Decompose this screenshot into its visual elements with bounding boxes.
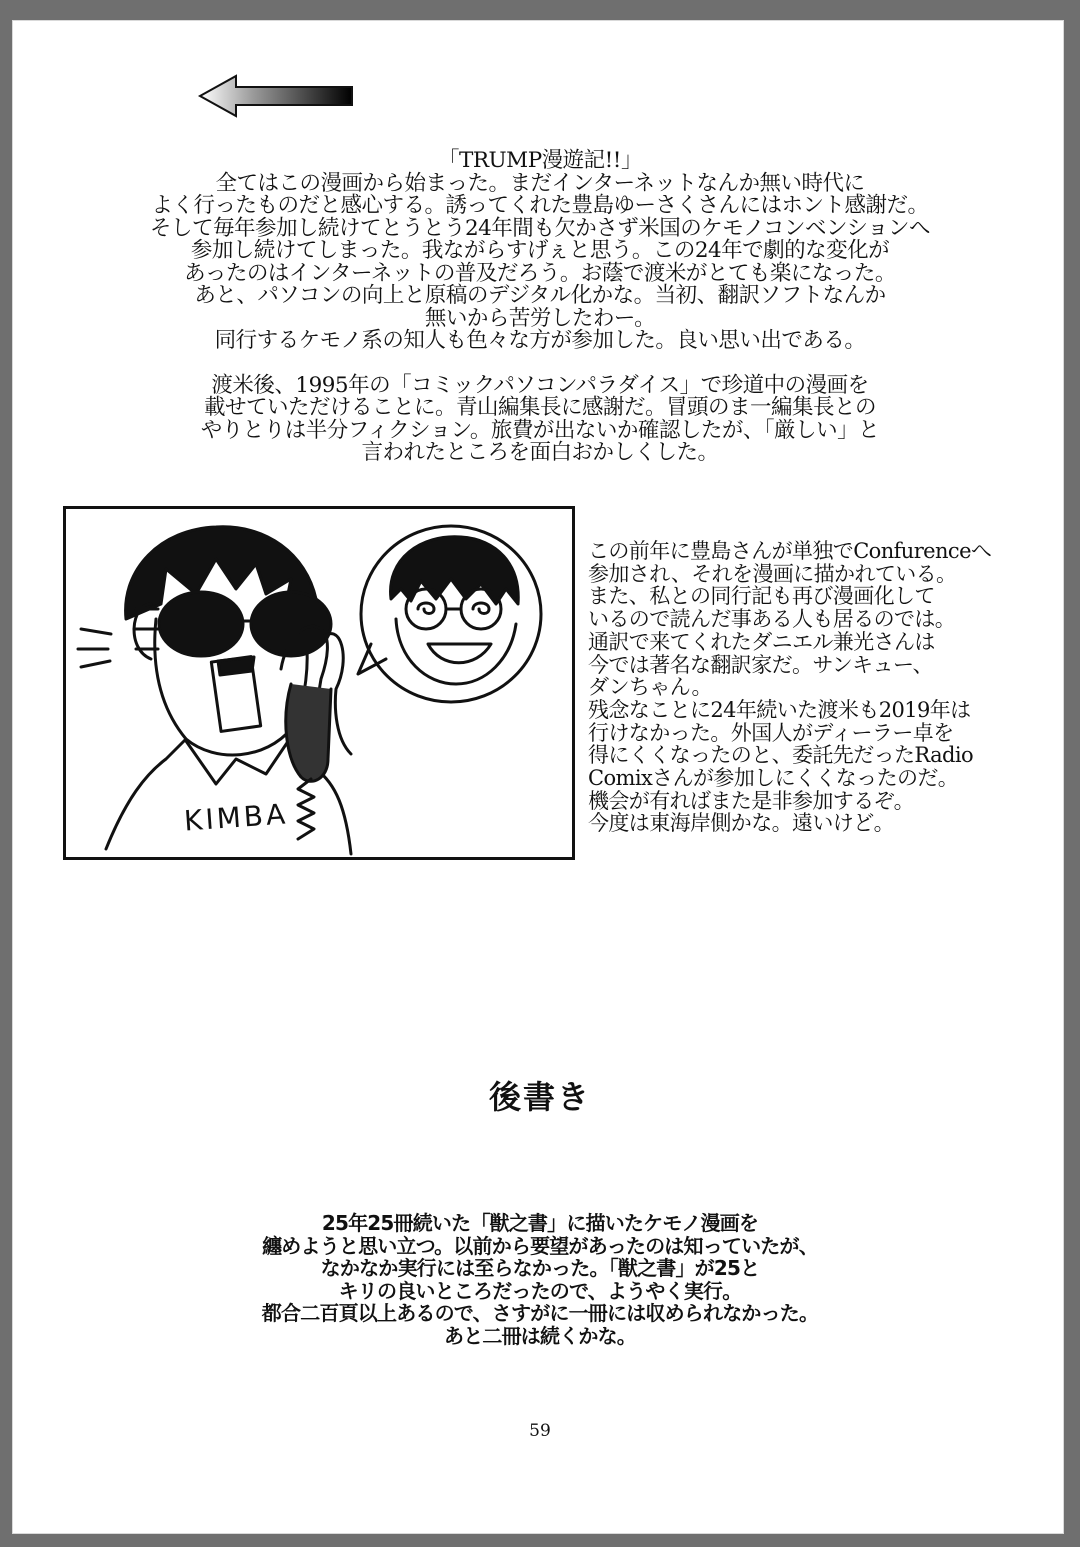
- text-line: なかなか実行には至らなかった。「獣之書」が25と: [320, 1256, 760, 1280]
- text-line: 都合二百頁以上あるので、さすがに一冊には収められなかった。: [261, 1301, 819, 1325]
- text-line: 行けなかった。外国人がディーラー卓を: [588, 720, 954, 745]
- text-line: 参加され、それを漫画に描かれている。: [588, 561, 957, 586]
- text-line: あと、パソコンの向上と原稿のデジタル化かな。当初、翻訳ソフトなんか: [194, 283, 886, 308]
- manga-panel: [63, 506, 575, 860]
- text-line: この前年に豊島さんが単独でConfurenceへ: [588, 539, 992, 563]
- text-line: よく行ったものだと感心する。誘ってくれた豊島ゆーさくさんにはホント感謝だ。: [151, 193, 929, 218]
- text-line: 言われたところを面白おかしくした。: [361, 440, 719, 465]
- text-line: 無いから苦労したわー。: [424, 305, 656, 331]
- trump-commentary: [120, 150, 960, 465]
- text-line: あったのはインターネットの普及だろう。お蔭で渡米がとても楽になった。: [184, 260, 896, 286]
- manga-illustration: [66, 509, 572, 857]
- text-line: 今では著名な翻訳家だ。サンキュー、: [588, 652, 933, 677]
- text-line: 全てはこの漫画から始まった。まだインターネットなんか無い時代に: [215, 170, 865, 196]
- afterword-body: [140, 1212, 940, 1347]
- text-line: 載せていただけることに。青山編集長に感謝だ。冒頭のま一編集長との: [203, 395, 876, 420]
- text-line: 渡米後、1995年の「コミックパソコンパラダイス」で珍道中の漫画を: [211, 372, 869, 398]
- text-line: 25年25冊続いた「獣之書」に描いたケモノ漫画を: [321, 1211, 759, 1235]
- text-line: 参加し続けてしまった。我ながらすげぇと思う。この24年で劇的な変化が: [190, 238, 890, 263]
- text-line: Comixさんが参加しにくくなったのだ。: [588, 766, 959, 791]
- text-line: やりとりは半分フィクション。旅費が出ないか確認したが、「厳しい」と: [200, 417, 880, 443]
- text-line: 残念なことに24年続いた渡米も2019年は: [588, 697, 971, 722]
- text-line: あと二冊は続くかな。: [444, 1323, 636, 1348]
- commentary-title: 「TRUMP漫遊記!!」: [438, 148, 642, 173]
- afterword-heading: 後書き: [488, 1078, 591, 1116]
- text-line: 纏めようと思い立つ。以前から要望があったのは知っていたが、: [262, 1233, 818, 1258]
- shirt-text: KIMBA: [182, 797, 290, 838]
- text-line: そして毎年参加し続けてとうとう24年間も欠かさず米国のケモノコンベンションへ: [149, 215, 931, 241]
- left-arrow-icon: [196, 73, 356, 119]
- text-line: 今度は東海岸側かな。遠いけど。: [588, 811, 894, 836]
- text-line: また、私との同行記も再び漫画化して: [588, 584, 935, 609]
- text-line: 同行するケモノ系の知人も色々な方が参加した。良い思い出である。: [214, 328, 866, 353]
- text-line: 得にくくなったのと、委託先だったRadio: [588, 743, 974, 768]
- text-line: ダンちゃん。: [588, 675, 712, 700]
- text-line: 機会が有ればまた是非参加するぞ。: [588, 788, 914, 813]
- text-line: 通訳で来てくれたダニエル兼光さんは: [588, 629, 935, 654]
- panel-commentary: [588, 540, 1028, 835]
- text-line: キリの良いところだったので、ようやく実行。: [338, 1278, 742, 1303]
- page-number: 59: [529, 1421, 551, 1441]
- text-line: いるので読んだ事ある人も居るのでは。: [588, 607, 956, 632]
